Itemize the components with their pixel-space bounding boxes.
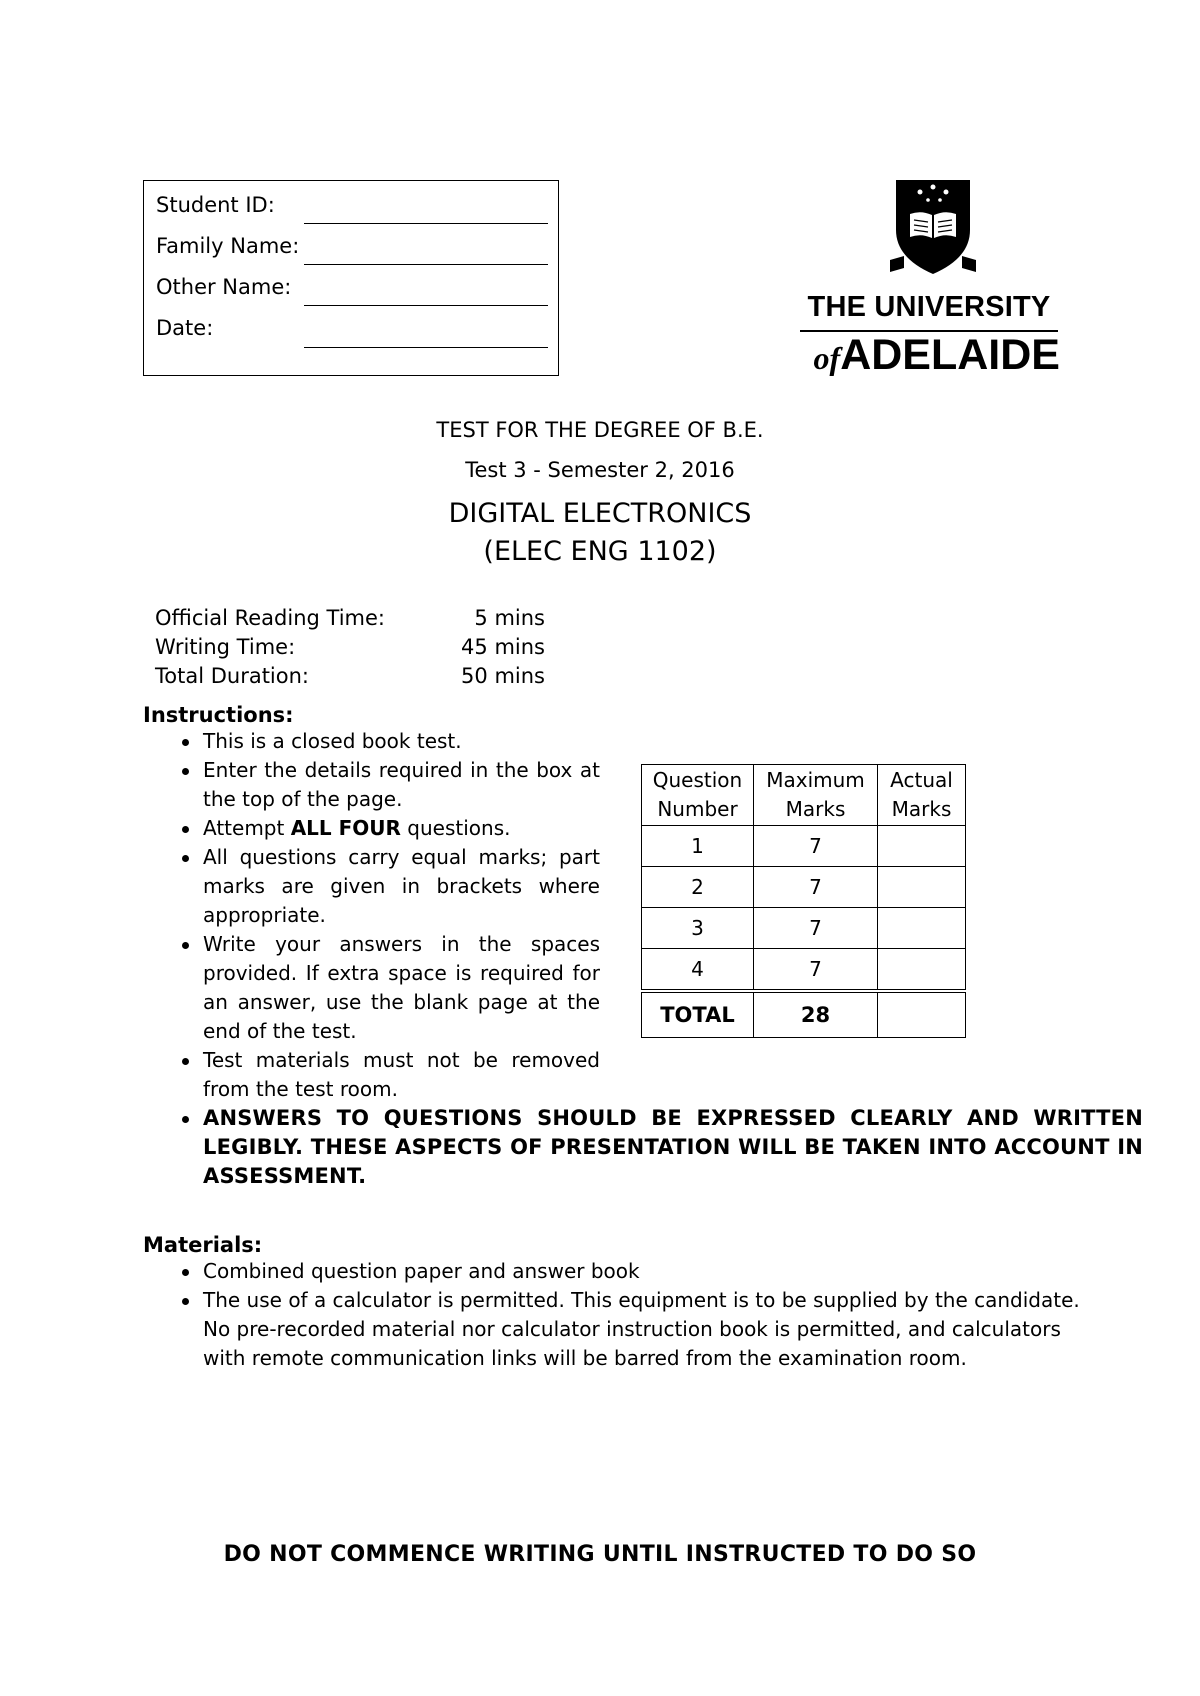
other-name-label: Other Name:	[156, 275, 292, 299]
list-item: Enter the details required in the box at the top of the page.	[143, 756, 600, 814]
course-title: DIGITAL ELECTRONICS	[448, 498, 752, 529]
actual-marks-cell	[878, 867, 966, 908]
materials-list	[143, 1257, 1103, 1373]
writing-time-row	[155, 635, 545, 659]
total-duration-label: Total Duration:	[155, 664, 310, 688]
materials-heading: Materials:	[143, 1233, 263, 1257]
total-duration-row	[155, 664, 545, 688]
logo-wordmark-line2	[798, 330, 1060, 383]
reading-time-label: Official Reading Time:	[155, 606, 385, 630]
date-field[interactable]	[304, 347, 548, 348]
list-item: This is a closed book test.	[143, 727, 600, 756]
list-item	[143, 814, 600, 843]
actual-marks-cell	[878, 949, 966, 992]
degree-title: TEST FOR THE DEGREE OF B.E.	[436, 418, 764, 442]
logo-wordmark-line1: THE UNIVERSITY	[807, 291, 1051, 323]
list-item-text: questions.	[400, 816, 511, 840]
reading-time-row	[155, 606, 545, 630]
total-max-cell: 28	[754, 991, 878, 1038]
list-item: All questions carry equal marks; part marks are given in brackets where appropriate.	[143, 843, 600, 930]
question-number-cell: 4	[642, 949, 754, 992]
university-crest-icon	[890, 178, 976, 278]
max-marks-cell: 7	[754, 908, 878, 949]
reading-time-value: 5 mins	[474, 606, 545, 630]
total-actual-cell	[878, 991, 966, 1038]
header-actual-marks: Actual Marks	[878, 765, 966, 826]
max-marks-cell: 7	[754, 867, 878, 908]
question-number-cell: 2	[642, 867, 754, 908]
writing-time-label: Writing Time:	[155, 635, 296, 659]
marks-table	[641, 764, 966, 1038]
actual-marks-cell	[878, 826, 966, 867]
student-id-field[interactable]	[304, 223, 548, 224]
family-name-label: Family Name:	[156, 234, 300, 258]
table-total-row	[642, 991, 966, 1038]
instructions-heading: Instructions:	[143, 703, 294, 727]
table-row	[642, 908, 966, 949]
header-question-number: Question Number	[642, 765, 754, 826]
writing-time-value: 45 mins	[461, 635, 545, 659]
logo-adelaide: ADELAIDE	[840, 331, 1060, 379]
list-item: Test materials must not be removed from the test room.	[143, 1046, 600, 1104]
date-label: Date:	[156, 316, 214, 340]
student-details-box	[143, 180, 559, 376]
table-header-row	[642, 765, 966, 826]
other-name-field[interactable]	[304, 305, 548, 306]
family-name-field[interactable]	[304, 264, 548, 265]
student-id-label: Student ID:	[156, 193, 275, 217]
course-code: (ELEC ENG 1102)	[483, 536, 717, 567]
table-row	[642, 826, 966, 867]
commence-warning: DO NOT COMMENCE WRITING UNTIL INSTRUCTED TO DO SO	[223, 1542, 977, 1567]
list-item-emphasis: ALL FOUR	[290, 816, 401, 840]
max-marks-cell: 7	[754, 949, 878, 992]
university-logo	[798, 178, 1060, 378]
list-item-text: Attempt	[203, 816, 291, 840]
total-duration-value: 50 mins	[461, 664, 545, 688]
table-row	[642, 867, 966, 908]
question-number-cell: 1	[642, 826, 754, 867]
total-label-cell: TOTAL	[642, 991, 754, 1038]
list-item: Combined question paper and answer book	[143, 1257, 1103, 1286]
list-item: The use of a calculator is permitted. This equipment is to be supplied by the candidate. No pre-recorded material nor calculator instruction book is permitted, and calculators with remote communication links will be barred from the examination room.	[143, 1286, 1103, 1373]
header-maximum-marks: Maximum Marks	[754, 765, 878, 826]
test-semester: Test 3 - Semester 2, 2016	[465, 458, 735, 482]
actual-marks-cell	[878, 908, 966, 949]
list-item: Write your answers in the spaces provided. If extra space is required for an answer, use the blank page at the end of the test.	[143, 930, 600, 1046]
max-marks-cell: 7	[754, 826, 878, 867]
logo-of: of	[813, 340, 841, 376]
table-row	[642, 949, 966, 992]
question-number-cell: 3	[642, 908, 754, 949]
list-item: ANSWERS TO QUESTIONS SHOULD BE EXPRESSED CLEARLY AND WRITTEN LEGIBLY. THESE ASPECTS OF PRESENTATION WILL BE TAKEN INTO ACCOUNT IN ASSESSMENT.	[143, 1104, 1143, 1191]
